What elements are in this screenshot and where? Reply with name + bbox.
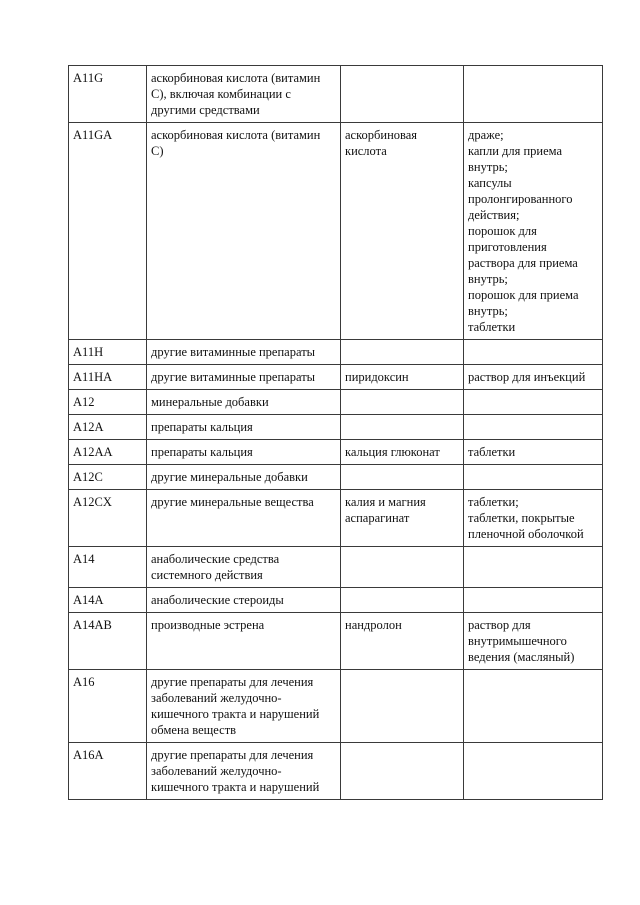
inn-cell: кальция глюконат	[341, 440, 464, 465]
table-row	[69, 123, 603, 340]
dosage-form-cell	[464, 743, 603, 800]
dosage-form-cell	[464, 340, 603, 365]
atc-code-cell: A12CX	[69, 490, 147, 547]
atc-code-cell: A14	[69, 547, 147, 588]
group-name-cell: анаболические стероиды	[147, 588, 341, 613]
inn-cell: пиридоксин	[341, 365, 464, 390]
atc-code-cell: A11H	[69, 340, 147, 365]
dosage-form-cell: раствор для инъекций	[464, 365, 603, 390]
inn-cell	[341, 588, 464, 613]
dosage-form-cell	[464, 588, 603, 613]
atc-code-cell: A12AA	[69, 440, 147, 465]
atc-code-cell: A12A	[69, 415, 147, 440]
table-body	[69, 66, 603, 800]
group-name-cell: производные эстрена	[147, 613, 341, 670]
table-row	[69, 465, 603, 490]
dosage-form-cell: драже; капли для приема внутрь; капсулы пролонгированного действия; порошок для приготовления раствора для приема внутрь; порошок для приема внутрь; таблетки	[464, 123, 603, 340]
table-row	[69, 440, 603, 465]
inn-cell	[341, 390, 464, 415]
dosage-form-cell: таблетки	[464, 440, 603, 465]
group-name-cell: другие витаминные препараты	[147, 365, 341, 390]
dosage-form-cell: раствор для внутримышечного ведения (масляный)	[464, 613, 603, 670]
table-row	[69, 547, 603, 588]
inn-cell: калия и магния аспарагинат	[341, 490, 464, 547]
inn-cell	[341, 66, 464, 123]
atc-code-cell: A11HA	[69, 365, 147, 390]
inn-cell: аскорбиновая кислота	[341, 123, 464, 340]
inn-cell	[341, 547, 464, 588]
group-name-cell: другие препараты для лечения заболеваний желудочно- кишечного тракта и нарушений	[147, 743, 341, 800]
table-row	[69, 66, 603, 123]
dosage-form-cell	[464, 670, 603, 743]
group-name-cell: другие препараты для лечения заболеваний желудочно- кишечного тракта и нарушений обмена веществ	[147, 670, 341, 743]
group-name-cell: препараты кальция	[147, 415, 341, 440]
atc-code-cell: A12	[69, 390, 147, 415]
table-row	[69, 490, 603, 547]
dosage-form-cell	[464, 390, 603, 415]
dosage-form-cell	[464, 66, 603, 123]
group-name-cell: анаболические средства системного действия	[147, 547, 341, 588]
table-row	[69, 365, 603, 390]
table-row	[69, 613, 603, 670]
inn-cell	[341, 465, 464, 490]
dosage-form-cell	[464, 547, 603, 588]
table-row	[69, 743, 603, 800]
drug-classification-table	[68, 65, 603, 800]
group-name-cell: другие минеральные добавки	[147, 465, 341, 490]
table-row	[69, 588, 603, 613]
table-row	[69, 390, 603, 415]
inn-cell	[341, 340, 464, 365]
inn-cell	[341, 415, 464, 440]
table-row	[69, 670, 603, 743]
inn-cell	[341, 743, 464, 800]
atc-code-cell: A16	[69, 670, 147, 743]
atc-code-cell: A11GA	[69, 123, 147, 340]
table-row	[69, 415, 603, 440]
atc-code-cell: A16A	[69, 743, 147, 800]
group-name-cell: другие минеральные вещества	[147, 490, 341, 547]
atc-code-cell: A14AB	[69, 613, 147, 670]
group-name-cell: аскорбиновая кислота (витамин С), включая комбинации с другими средствами	[147, 66, 341, 123]
atc-code-cell: A12C	[69, 465, 147, 490]
group-name-cell: аскорбиновая кислота (витамин С)	[147, 123, 341, 340]
inn-cell	[341, 670, 464, 743]
dosage-form-cell	[464, 415, 603, 440]
group-name-cell: препараты кальция	[147, 440, 341, 465]
group-name-cell: минеральные добавки	[147, 390, 341, 415]
atc-code-cell: A11G	[69, 66, 147, 123]
atc-code-cell: A14A	[69, 588, 147, 613]
dosage-form-cell: таблетки; таблетки, покрытые пленочной оболочкой	[464, 490, 603, 547]
dosage-form-cell	[464, 465, 603, 490]
inn-cell: нандролон	[341, 613, 464, 670]
table-row	[69, 340, 603, 365]
group-name-cell: другие витаминные препараты	[147, 340, 341, 365]
